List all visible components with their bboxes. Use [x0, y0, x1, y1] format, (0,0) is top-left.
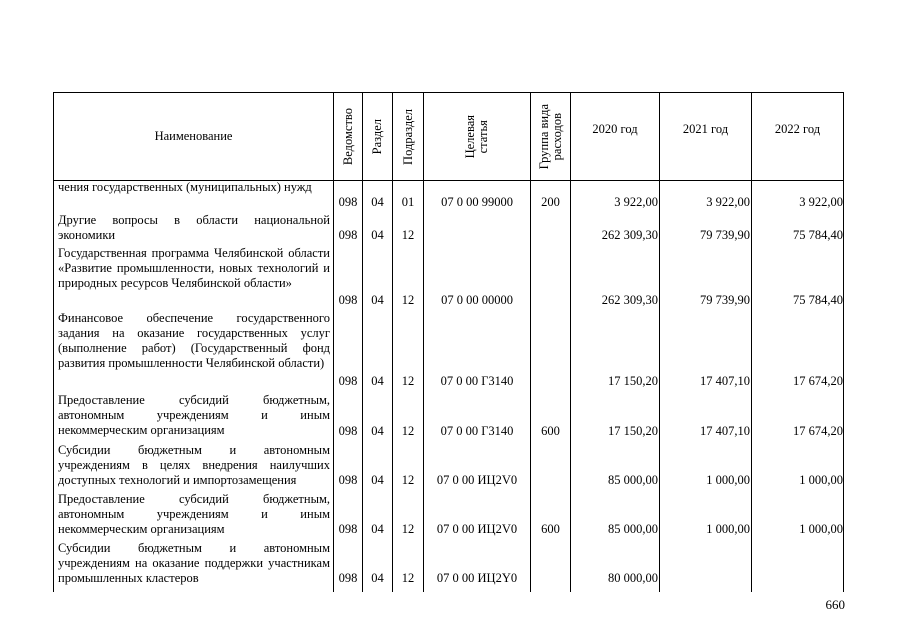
row-2-cs: 07 0 00 00000	[441, 293, 513, 307]
row-7-ved: 098	[338, 571, 358, 585]
row-2-y2020: 262 309,30	[601, 293, 658, 307]
header-2021: 2021 год	[682, 121, 729, 136]
row-3-y2020: 17 150,20	[608, 374, 658, 388]
row-7-name: Субсидии бюджетным и автономным учреждениям на оказание поддержки участникам промышленных кластеров	[58, 541, 330, 585]
row-0-name: чения государственных (муниципальных) нужд	[58, 180, 312, 194]
row-2-razdel: 04	[371, 293, 384, 307]
row-6-y2021: 1 000,00	[706, 522, 750, 536]
row-4-podrazdel: 12	[401, 424, 415, 438]
row-1-y2020: 262 309,30	[601, 228, 658, 242]
row-4-y2022: 17 674,20	[793, 424, 843, 438]
row-4-vr: 600	[541, 424, 560, 438]
row-3-y2022: 17 674,20	[793, 374, 843, 388]
row-0-razdel: 04	[371, 195, 384, 209]
row-1-y2021: 79 739,90	[700, 228, 750, 242]
row-1-ved: 098	[338, 228, 358, 242]
header-name: Наименование	[154, 129, 233, 143]
row-5-ved: 098	[338, 473, 358, 487]
header-vedomstvo: Ведомство	[340, 107, 355, 166]
header-razdel: Раздел	[370, 118, 384, 155]
row-4-razdel: 04	[371, 424, 384, 438]
row-5-podrazdel: 12	[401, 473, 415, 487]
row-4-y2021: 17 407,10	[700, 424, 750, 438]
row-3-podrazdel: 12	[401, 374, 415, 388]
row-5-cs: 07 0 00 ИЦ2V0	[436, 473, 518, 487]
row-6-ved: 098	[338, 522, 358, 536]
row-6-y2022: 1 000,00	[799, 522, 843, 536]
row-5-y2022: 1 000,00	[799, 473, 843, 487]
col-border-right	[843, 92, 844, 592]
row-2-name: Государственная программа Челябинской области «Развитие промышленности, новых технологий и природных ресурсов Челябинской области»	[58, 246, 330, 290]
row-2-y2022: 75 784,40	[793, 293, 843, 307]
row-1-razdel: 04	[371, 228, 384, 242]
row-6-vr: 600	[541, 522, 560, 536]
col-border-y2020	[570, 92, 571, 592]
row-0-podrazdel: 01	[401, 195, 415, 209]
row-6-razdel: 04	[371, 522, 384, 536]
header-gruppa-vida: Группа вида расходов	[536, 103, 564, 170]
row-0-y2022: 3 922,00	[799, 195, 843, 209]
row-0-vr: 200	[541, 195, 560, 209]
col-border-y2021	[659, 92, 660, 592]
row-0-ved: 098	[338, 195, 358, 209]
row-0-y2020: 3 922,00	[614, 195, 658, 209]
col-border-y2022	[751, 92, 752, 592]
row-6-y2020: 85 000,00	[608, 522, 658, 536]
header-celevaya-statya: Целевая статья	[463, 114, 490, 159]
row-2-podrazdel: 12	[401, 293, 415, 307]
header-2022: 2022 год	[774, 121, 821, 136]
row-0-cs: 07 0 00 99000	[441, 195, 513, 209]
row-5-y2021: 1 000,00	[706, 473, 750, 487]
row-6-cs: 07 0 00 ИЦ2V0	[436, 522, 518, 536]
row-3-ved: 098	[338, 374, 358, 388]
row-0-y2021: 3 922,00	[706, 195, 750, 209]
row-6-podrazdel: 12	[401, 522, 415, 536]
row-7-cs: 07 0 00 ИЦ2Y0	[436, 571, 518, 585]
row-1-y2022: 75 784,40	[793, 228, 843, 242]
row-1-name: Другие вопросы в области национальной экономики	[58, 213, 330, 242]
header-podrazdel: Подраздел	[400, 108, 415, 165]
row-5-razdel: 04	[371, 473, 384, 487]
row-4-cs: 07 0 00 Г3140	[440, 424, 514, 438]
row-3-razdel: 04	[371, 374, 384, 388]
row-7-podrazdel: 12	[401, 571, 415, 585]
row-2-y2021: 79 739,90	[700, 293, 750, 307]
row-6-name: Предоставление субсидий бюджетным, автономным учреждениям и иным некоммерческим организациям	[58, 492, 330, 536]
row-5-y2020: 85 000,00	[608, 473, 658, 487]
row-5-name: Субсидии бюджетным и автономным учреждениям в целях внедрения наилучших доступных технологий и импортозамещения	[58, 443, 330, 487]
row-2-ved: 098	[338, 293, 358, 307]
header-2020: 2020 год	[592, 121, 638, 136]
row-7-y2020: 80 000,00	[608, 571, 658, 585]
row-4-y2020: 17 150,20	[608, 424, 658, 438]
row-4-name: Предоставление субсидий бюджетным, автономным учреждениям и иным некоммерческим организациям	[58, 393, 330, 437]
row-1-podrazdel: 12	[401, 228, 415, 242]
row-3-cs: 07 0 00 Г3140	[440, 374, 514, 388]
page-number: 660	[825, 597, 845, 612]
row-7-razdel: 04	[371, 571, 384, 585]
row-3-name: Финансовое обеспечение государственного задания на оказание государственных услуг (выполнение работ) (Государственный фонд развития промышленности Челябинской области)	[58, 311, 330, 370]
row-3-y2021: 17 407,10	[700, 374, 750, 388]
row-4-ved: 098	[338, 424, 358, 438]
